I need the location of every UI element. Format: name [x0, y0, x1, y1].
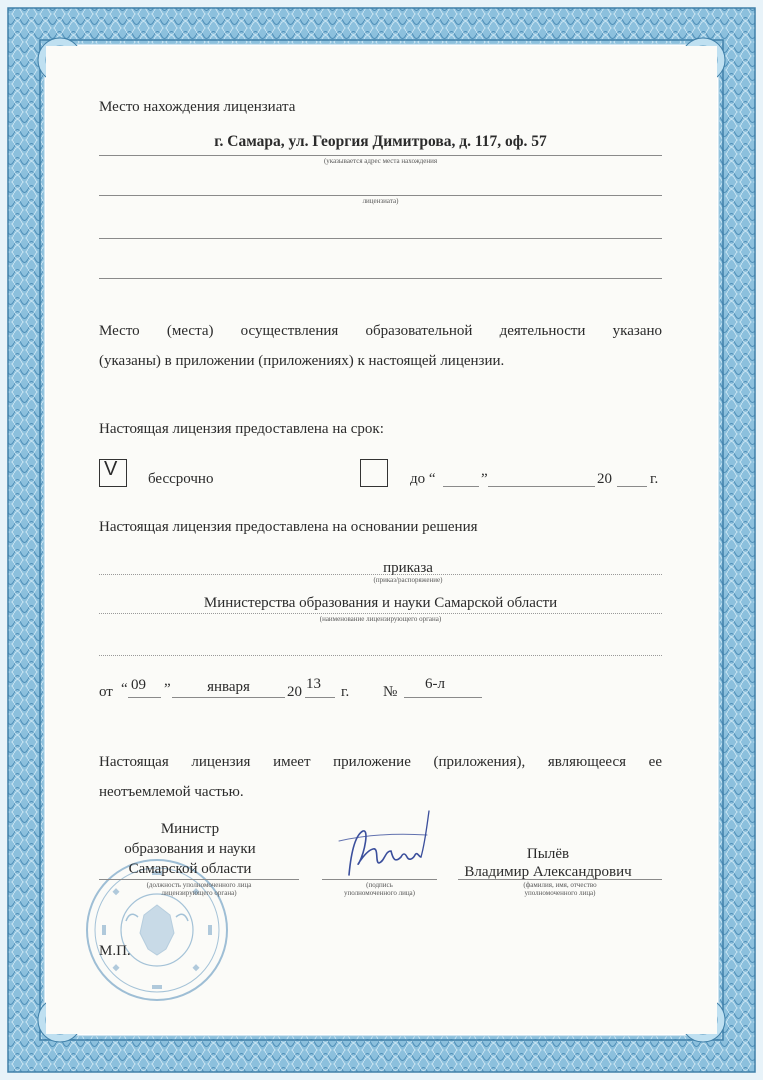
- decision-month: января: [207, 679, 250, 695]
- handwritten-signature: [335, 805, 440, 885]
- name-hint-2: уполномоченного лица): [524, 889, 596, 897]
- address-line-3: [99, 238, 662, 239]
- licensing-authority: Министерства образования и науки Самарской области: [203, 595, 558, 611]
- authority-line-2: [99, 655, 662, 656]
- authority-hint: (наименование лицензирующего органа): [319, 615, 442, 623]
- until-year-line: [617, 486, 647, 487]
- until-year-suffix: г.: [650, 471, 659, 487]
- address-hint-2: лицензиата): [362, 197, 399, 205]
- appendix-line-1: Настоящая лицензия имеет приложение (приложения), являющееся ее: [99, 754, 662, 770]
- name-hint-1: (фамилия, имя, отчество: [523, 881, 597, 889]
- decision-year-prefix: 20: [287, 684, 302, 700]
- signature-line: [322, 879, 437, 880]
- appendix-line-2: неотъемлемой частью.: [99, 784, 244, 800]
- activity-place-line-2: (указаны) в приложении (приложениях) к настоящей лицензии.: [99, 353, 505, 369]
- position-hint-2: лицензирующего органа): [161, 889, 237, 897]
- location-address: г. Самара, ул. Георгия Димитрова, д. 117, оф. 57: [214, 133, 547, 150]
- decision-year-suffix: 13: [306, 676, 321, 692]
- position-line: [99, 879, 299, 880]
- check-mark: V: [104, 458, 118, 480]
- address-line-4: [99, 278, 662, 279]
- decision-year-unit: г.: [341, 684, 350, 700]
- signer-position-line-1: Министр: [160, 821, 220, 837]
- signer-position-line-3: Самарской области: [128, 861, 252, 877]
- location-label: Место нахождения лицензиата: [99, 99, 296, 115]
- decision-line: [99, 574, 662, 575]
- address-line-2: [99, 195, 662, 196]
- day-line: [128, 697, 161, 698]
- term-label: Настоящая лицензия предоставлена на срок:: [99, 421, 384, 437]
- signer-position-line-2: образования и науки: [124, 841, 256, 857]
- authority-line: [99, 613, 662, 614]
- day-close-quote: ”: [164, 681, 171, 697]
- signature-hint-1: (подпись: [366, 881, 393, 889]
- number-sign: №: [383, 684, 398, 700]
- unlimited-checkbox[interactable]: [99, 459, 127, 487]
- unlimited-label: бессрочно: [148, 471, 214, 487]
- position-hint-1: (должность уполномоченного лица: [146, 881, 252, 889]
- until-prefix: до “: [410, 471, 436, 487]
- decision-hint: (приказ/распоряжение): [373, 576, 443, 584]
- name-line: [458, 879, 662, 880]
- decision-type: приказа: [383, 560, 433, 576]
- number-line: [404, 697, 482, 698]
- until-day-line: [443, 486, 479, 487]
- month-line: [172, 697, 285, 698]
- address-hint-1: (указывается адрес места нахождения: [323, 157, 438, 165]
- basis-label: Настоящая лицензия предоставлена на основании решения: [99, 519, 478, 535]
- signer-last-name: Пылёв: [526, 846, 570, 862]
- until-quote-close: ”: [481, 471, 488, 487]
- from-label: от: [99, 684, 113, 700]
- year-line: [305, 697, 335, 698]
- signature-hint-2: уполномоченного лица): [344, 889, 415, 897]
- decision-day: 09: [131, 677, 146, 693]
- day-open-quote: “: [121, 681, 128, 697]
- until-month-line: [488, 486, 595, 487]
- until-date-checkbox[interactable]: [360, 459, 388, 487]
- address-line: [99, 155, 662, 156]
- signer-full-name: Владимир Александрович: [464, 864, 632, 880]
- decision-number: 6-л: [425, 676, 445, 692]
- stamp-place-label: М.П.: [99, 943, 131, 959]
- activity-place-line-1: Место (места) осуществления образовательной деятельности указано: [99, 323, 662, 339]
- until-year-prefix: 20: [597, 471, 612, 487]
